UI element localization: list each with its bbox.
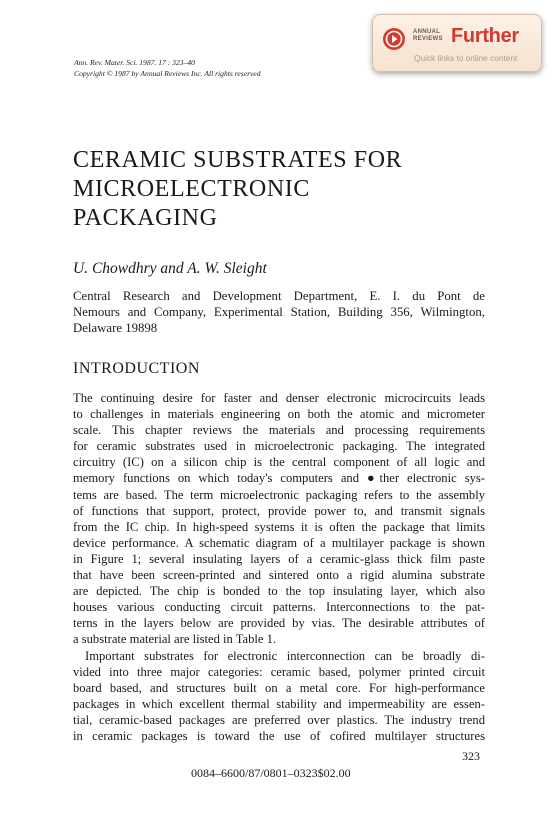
- journal-citation: [74, 57, 261, 79]
- title-line: MICROELECTRONIC: [73, 176, 310, 202]
- annual-label: ANNUAL: [413, 29, 441, 35]
- annual-reviews-logo: [413, 29, 443, 43]
- page-number: 323: [462, 749, 480, 763]
- author-affiliation: [73, 288, 485, 336]
- body-line: of functions that support, protect, provide power to, and transmit signals: [73, 503, 485, 518]
- body-line: to challenges in materials engineering on both the atomic and micrometer: [73, 407, 485, 422]
- body-line: board based, and structures built on a metal core. For high-performance: [73, 680, 485, 695]
- body-line: The continuing desire for faster and denser electronic microcircuits leads: [73, 391, 485, 405]
- body-text: [73, 390, 485, 744]
- article-authors: U. Chowdhry and A. W. Sleight: [73, 260, 267, 277]
- title-line: PACKAGING: [73, 205, 218, 231]
- body-line: scale. This chapter reviews the materials and processing requirements: [73, 423, 485, 438]
- body-line: in ceramic packages is toward the use of cofired multilayer structures: [73, 728, 485, 743]
- body-line: are depicted. The chip is bonded to the top insulating layer, which also: [73, 584, 485, 599]
- affiliation-line: Central Research and Development Department, E. I. du Pont de: [73, 289, 485, 303]
- body-line: memory functions on which today's computers and ●ther electronic sys-: [73, 471, 485, 486]
- body-line: that have been screen-printed and sintered onto a rigid alumina substrate: [73, 568, 485, 583]
- body-line: a substrate material are listed in Table 1.: [73, 632, 277, 647]
- further-label: Further: [451, 25, 519, 47]
- title-line: CERAMIC SUBSTRATES FOR: [73, 147, 403, 173]
- article-code: 0084–6600/87/0801–0323$02.00: [191, 766, 351, 780]
- citation-journal-line: Ann. Rev. Mater. Sci. 1987. 17 : 323–40: [74, 58, 195, 67]
- body-line: for ceramic substrates used in microelectronic packaging. The integrated: [73, 439, 485, 454]
- affiliation-line: Delaware 19898: [73, 321, 158, 335]
- citation-copyright-line: Copyright © 1987 by Annual Reviews Inc. All rights reserved: [74, 69, 261, 78]
- body-line: device performance. A schematic diagram of a multilayer package is shown: [73, 535, 485, 550]
- section-heading: INTRODUCTION: [73, 360, 200, 377]
- body-line: terns in the layers below are provided by vias. The desirable attributes of: [73, 616, 485, 631]
- body-line: packages in which excellent thermal stability and impermeability are essen-: [73, 696, 485, 711]
- body-line: tems are based. The term microelectronic packaging refers to the assembly: [73, 487, 485, 502]
- further-links-badge[interactable]: [372, 14, 542, 72]
- body-line: Important substrates for electronic interconnection can be broadly di-: [85, 648, 485, 663]
- body-line: vided into three major categories: ceramic based, polymer printed circuit: [73, 664, 485, 679]
- quick-links-text[interactable]: Quick links to online content: [414, 53, 518, 63]
- body-line: from the IC chip. In high-speed systems it is often the package that limits: [73, 519, 485, 534]
- play-arrow-icon: [382, 27, 406, 51]
- body-line: circuitry (IC) on a silicon chip is the central component of all logic and: [73, 455, 485, 470]
- affiliation-line: Nemours and Company, Experimental Station, Building 356, Wilmington,: [73, 305, 485, 319]
- body-line: in Figure 1; several insulating layers of a ceramic-glass thick film paste: [73, 551, 485, 566]
- article-title: [73, 146, 402, 233]
- body-line: tial, ceramic-based packages are preferred over plastics. The industry trend: [73, 712, 485, 727]
- body-line: houses various conducting circuit patterns. Interconnections to the pat-: [73, 600, 485, 615]
- reviews-label: REVIEWS: [413, 36, 443, 42]
